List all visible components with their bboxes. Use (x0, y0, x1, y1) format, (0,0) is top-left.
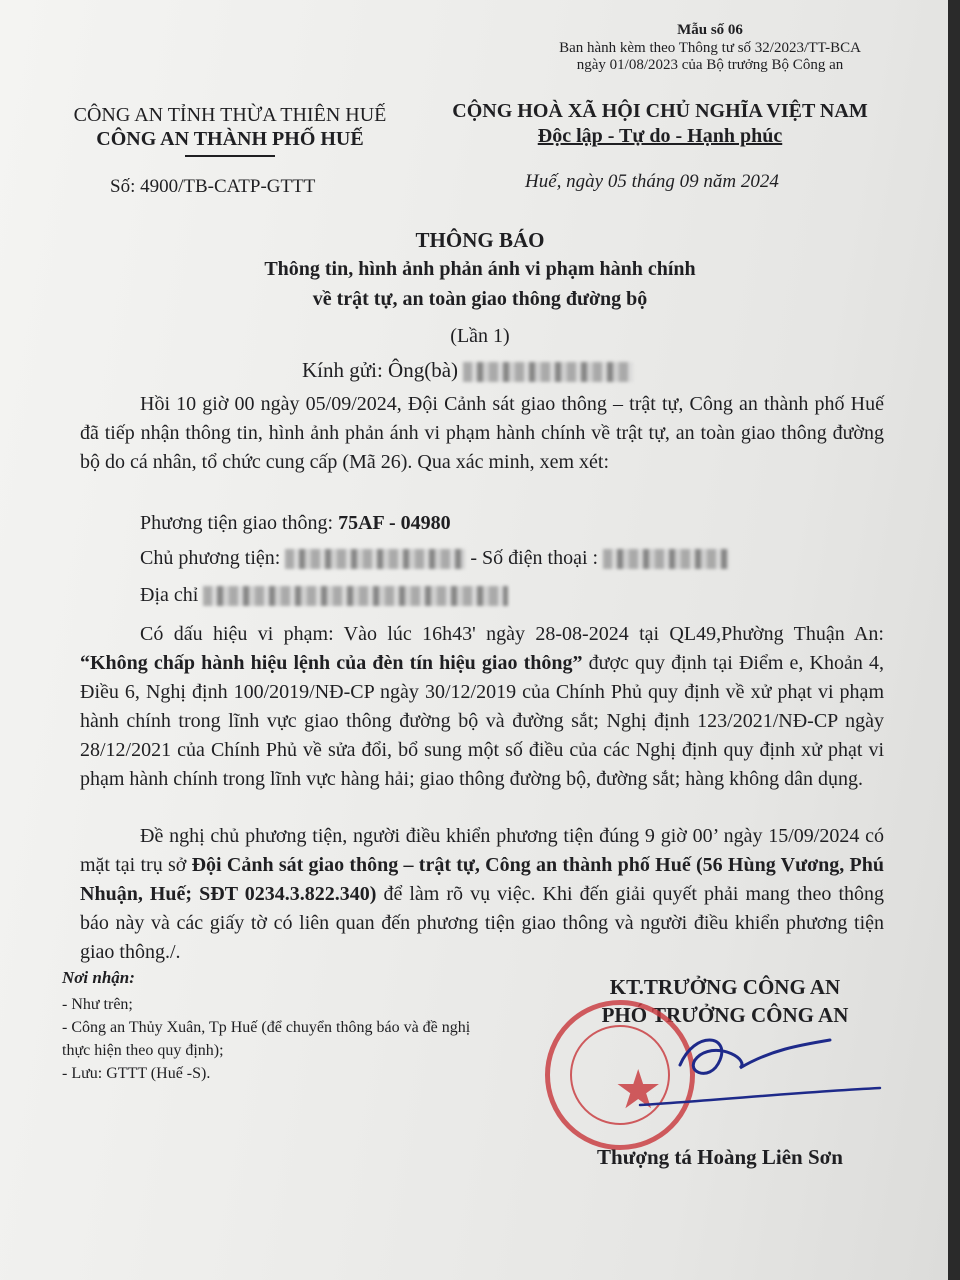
redacted-phone (603, 549, 728, 569)
recipients-item: - Lưu: GTTT (Huế -S). (62, 1065, 211, 1082)
violation-quote: “Không chấp hành hiệu lệnh của đèn tín hiệu giao thông” (80, 652, 583, 674)
address-line (140, 584, 508, 607)
request-office: Đội Cảnh sát giao thông – trật tự, Công an thành phố Huế (56 Hùng Vương, Phú Nhuận, Huế; SĐT 0234.3.822.340) (80, 854, 884, 905)
document-subtitle-1: Thông tin, hình ảnh phản ánh vi phạm hành chính (264, 258, 696, 280)
place-date: Huế, ngày 05 tháng 09 năm 2024 (525, 171, 779, 192)
recipient-line (302, 358, 633, 383)
owner-label: Chủ phương tiện: (140, 547, 281, 569)
recipient-label: Kính gửi: Ông(bà) (302, 358, 459, 382)
request-rest: để làm rõ vụ việc. Khi đến giải quyết phải mang theo thông báo này và các giấy tờ có liên quan đến phương tiện giao thông và người điều khiển phương tiện giao thông./. (80, 883, 885, 963)
form-issued-line1: Ban hành kèm theo Thông tư số 32/2023/TT-BCA (559, 40, 861, 56)
redacted-address (203, 586, 508, 606)
agency-parent: CÔNG AN TỈNH THỪA THIÊN HUẾ (73, 104, 387, 126)
recipients-item: - Như trên; (62, 996, 133, 1013)
paragraph-violation (80, 620, 884, 794)
signature-title-1: KT.TRƯỞNG CÔNG AN (609, 975, 841, 999)
vehicle-line (140, 512, 451, 535)
handwritten-signature (600, 1010, 900, 1120)
nation-motto: Độc lập - Tự do - Hạnh phúc (537, 125, 783, 147)
redacted-owner-name (285, 549, 465, 569)
form-issued-line2: ngày 01/08/2023 của Bộ trưởng Bộ Công an (576, 57, 844, 73)
owner-line (140, 547, 728, 570)
violation-rest: được quy định tại Điểm e, Khoản 4, Điều 6, Nghị định 100/2019/NĐ-CP ngày 30/12/2019 của Chính Phủ quy định về xử phạt vi phạm hành chính trong lĩnh vực giao thông đường bộ và đường sắt; Nghị định 123/2021/NĐ-CP ngày 28/12/2021 của Chính Phủ về sửa đổi, bổ sung một số điều của các Nghị định quy định xử phạt vi phạm hành chính trong lĩnh vực hàng hải; giao thông đường bộ, đường sắt; hàng không dân dụng. (80, 652, 884, 790)
request-intro: Đề nghị chủ phương tiện, người điều khiển phương tiện đúng 9 giờ 00’ ngày 15/09/2024 có mặt tại trụ sở (80, 825, 884, 876)
address-label: Địa chỉ (140, 584, 199, 606)
signer-name: Thượng tá Hoàng Liên Sơn (597, 1145, 843, 1169)
edition-label: (Lần 1) (450, 325, 510, 347)
agency-underline (185, 155, 275, 157)
star-icon: ★ (614, 1060, 663, 1120)
document-subtitle-2: về trật tự, an toàn giao thông đường bộ (312, 288, 648, 310)
paragraph-reception: Hồi 10 giờ 00 ngày 05/09/2024, Đội Cảnh sát giao thông – trật tự, Công an thành phố Huế đã tiếp nhận thông tin, hình ảnh phản ánh vi phạm hành chính về trật tự, an toàn giao thông đường bộ do cá nhân, tổ chức cung cấp (Mã 26). Qua xác minh, xem xét: (80, 393, 884, 473)
violation-intro: Có dấu hiệu vi phạm: Vào lúc 16h43' ngày 28-08-2024 tại QL49,Phường Thuận An: (140, 623, 884, 645)
signature-title-2: PHÓ TRƯỞNG CÔNG AN (601, 1003, 849, 1027)
vehicle-plate: 75AF - 04980 (338, 512, 451, 534)
redacted-recipient-name (463, 362, 633, 382)
vehicle-label: Phương tiện giao thông: (140, 512, 339, 534)
document-title: THÔNG BÁO (415, 228, 545, 252)
document-number: Số: 4900/TB-CATP-GTTT (110, 176, 316, 197)
recipients-list (62, 993, 502, 1085)
agency-name: CÔNG AN THÀNH PHỐ HUẾ (96, 128, 364, 150)
recipients-title: Nơi nhận: (62, 968, 135, 987)
phone-label: - Số điện thoại : (470, 547, 599, 569)
background-edge (948, 0, 960, 1280)
form-number: Mẫu số 06 (677, 22, 743, 38)
paragraph-request (80, 822, 884, 967)
recipients-item: - Công an Thủy Xuân, Tp Huế (để chuyển thông báo và đề nghị thực hiện theo quy định); (62, 1019, 471, 1059)
nation-name: CỘNG HOÀ XÃ HỘI CHỦ NGHĨA VIỆT NAM (452, 100, 868, 122)
